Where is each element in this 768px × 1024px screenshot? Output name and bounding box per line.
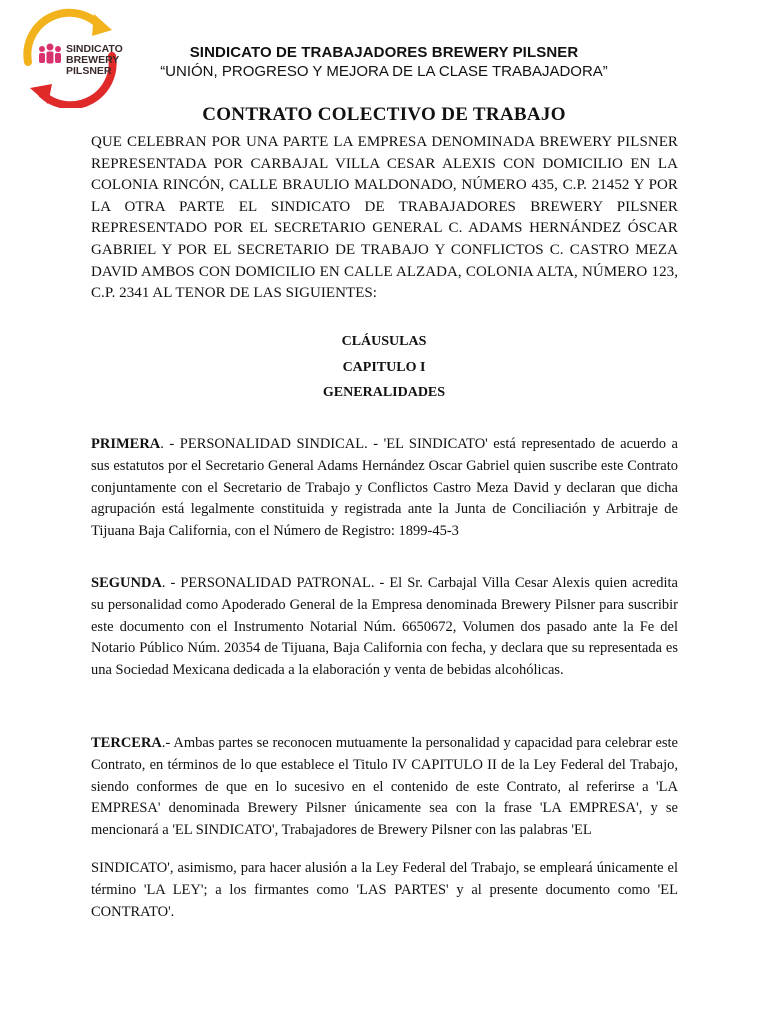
clause-segunda [91, 573, 678, 682]
logo-text-line-1: SINDICATO [66, 43, 123, 55]
clause-text: .- Ambas partes se reconocen mutuamente la personalidad y capacidad para celebrar este Contrato, en términos de lo que establece el Titulo IV CAPITULO II de la Ley Federal del Trabajo, siendo conformes de que en lo sucesivo en el contenido de este Contrato, al referirse a 'LA EMPRESA' denominada Brewery Pilsner únicamente sea con la frase 'LA EMPRESA', y se mencionará a 'EL SINDICATO', Trabajadores de Brewery Pilsner con las palabras 'EL [91, 735, 678, 839]
logo-text-line-3: PILSNER [66, 65, 112, 77]
clause-text: . - PERSONALIDAD PATRONAL. - El Sr. Carbajal Villa Cesar Alexis quien acredita su personalidad como Apoderado General de la Empresa denominada Brewery Pilsner para suscribir este documento con el Instrumento Notarial Núm. 6650672, Volumen dos pasado ante la Fe del Notario Público Núm. 20354 de Tijuana, Baja California con fecha, y declara que su representada es una Sociedad Mexicana dedicada a la elaboración y venta de bebidas alcohólicas. [91, 575, 678, 679]
union-logo-icon [12, 4, 124, 108]
continuation-paragraph: SINDICATO', asimismo, para hacer alusión a la Ley Federal del Trabajo, se empleará únicamente el término 'LA LEY'; a los firmantes como 'LAS PARTES' y al presente documento como 'EL CONTRATO'. [91, 860, 678, 920]
clausulas-heading: CLÁUSULAS [341, 334, 427, 349]
union-logo [12, 4, 124, 108]
clause-tercera [91, 733, 678, 842]
org-name: SINDICATO DE TRABAJADORES BREWERY PILSNER [189, 44, 579, 61]
clause-name: SEGUNDA [91, 575, 162, 591]
people-icon [39, 44, 61, 64]
document-header [140, 44, 628, 81]
chapter-heading: CAPITULO I [342, 360, 426, 375]
clause-primera [91, 434, 678, 543]
clause-name: PRIMERA [91, 436, 161, 452]
intro-paragraph: QUE CELEBRAN POR UNA PARTE LA EMPRESA DENOMINADA BREWERY PILSNER REPRESENTADA POR CARBAJAL VILLA CESAR ALEXIS CON DOMICILIO EN LA COLONIA RINCÓN, CALLE BRAULIO MALDONADO, NÚMERO 435, C.P. 21452 Y POR LA OTRA PARTE EL SINDICATO DE TRABAJADORES BREWERY PILSNER REPRESENTADO POR EL SECRETARIO GENERAL C. ADAMS HERNÁNDEZ ÓSCAR GABRIEL Y POR EL SECRETARIO DE TRABAJO Y CONFLICTOS C. CASTRO MEZA DAVID AMBOS CON DOMICILIO EN CALLE ALZADA, COLONIA ALTA, NÚMERO 123, C.P. 2341 AL TENOR DE LAS SIGUIENTES: [91, 134, 678, 302]
clause-text: . - PERSONALIDAD SINDICAL. - 'EL SINDICATO' está representado de acuerdo a sus estatutos por el Secretario General Adams Hernández Oscar Gabriel quien suscribe este Contrato conjuntamente con el Secretario de Trabajo y Conflictos Castro Meza David y declaran que dicha agrupación está legalmente constituida y registrada ante la Junta de Conciliación y Arbitraje de Tijuana Baja California, con el Número de Registro: 1899-45-3 [91, 436, 678, 540]
clause-name: TERCERA [91, 735, 162, 751]
logo-text-line-2: BREWERY [66, 54, 120, 66]
chapter-subheading: GENERALIDADES [322, 385, 446, 400]
document-title: CONTRATO COLECTIVO DE TRABAJO [202, 104, 566, 125]
org-motto: “UNIÓN, PROGRESO Y MEJORA DE LA CLASE TRABAJADORA” [160, 63, 608, 80]
